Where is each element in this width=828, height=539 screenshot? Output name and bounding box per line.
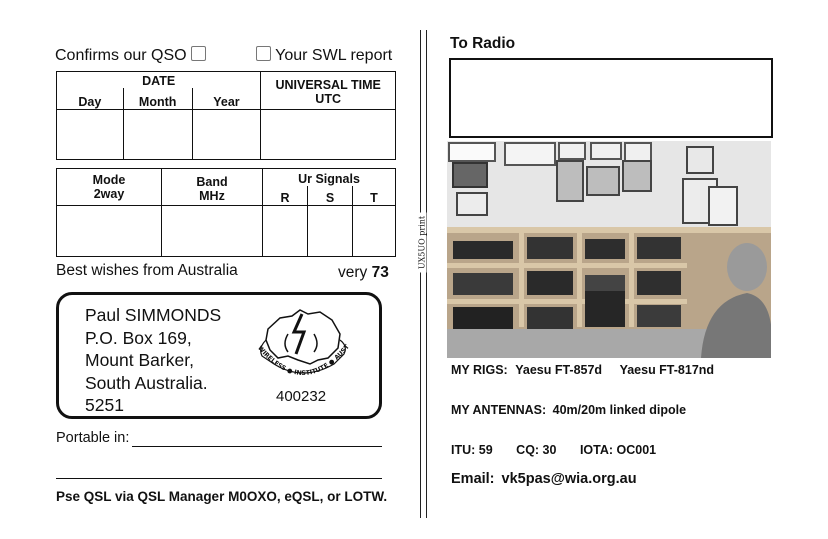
to-radio-label: To Radio	[450, 35, 516, 52]
center-divider-left	[420, 30, 421, 518]
rig-1: Yaesu FT-857d	[515, 363, 603, 377]
r-header: R	[263, 186, 308, 206]
address-postcode: 5251	[85, 395, 124, 415]
address-state: South Australia.	[85, 372, 208, 393]
iota-ref: IOTA: OC001	[579, 443, 657, 457]
itu-zone: ITU: 59	[451, 443, 493, 457]
utc-header	[261, 72, 396, 110]
rigs-line	[451, 363, 714, 377]
t-cell[interactable]	[353, 206, 396, 257]
month-header: Month	[123, 88, 192, 110]
email-label: Email:	[451, 471, 495, 487]
band-cell[interactable]	[162, 206, 263, 257]
zones-line	[451, 443, 656, 457]
band-header-line2: MHz	[199, 189, 225, 203]
confirms-qso-label: Confirms our QSO	[55, 47, 187, 64]
address-name: Paul SIMMONDS	[85, 305, 222, 325]
antennas-line	[451, 403, 686, 417]
divider-print-text: UX5UO print	[418, 213, 427, 273]
rig-2: Yaesu FT-817nd	[619, 363, 715, 377]
month-cell[interactable]	[123, 110, 192, 160]
address-block	[85, 304, 221, 417]
wia-logo	[248, 304, 358, 384]
email-address[interactable]: vk5pas@wia.org.au	[501, 471, 637, 487]
rigs-label: MY RIGS:	[451, 363, 508, 377]
shack-photo	[447, 141, 771, 358]
address-po-box: P.O. Box 169,	[85, 327, 192, 348]
center-divider-right	[426, 30, 427, 518]
antennas-value: 40m/20m linked dipole	[552, 403, 687, 417]
s-header: S	[308, 186, 353, 206]
cq-zone: CQ: 30	[516, 443, 557, 457]
band-header-line1: Band	[196, 175, 228, 189]
seventy-three-label: 73	[371, 264, 389, 281]
s-cell[interactable]	[308, 206, 353, 257]
swl-report-checkbox[interactable]	[256, 46, 271, 61]
mode-header-line1: Mode	[92, 173, 126, 187]
date-header: DATE	[57, 72, 261, 88]
year-header: Year	[192, 88, 261, 110]
antennas-label: MY ANTENNAS:	[451, 403, 547, 417]
signals-header: Ur Signals	[263, 169, 396, 186]
confirms-qso-checkbox[interactable]	[191, 46, 206, 61]
confirms-qso-line	[55, 46, 206, 65]
portable-line-2[interactable]	[56, 478, 382, 479]
portable-label: Portable in:	[56, 430, 130, 446]
year-cell[interactable]	[192, 110, 261, 160]
portable-line-1[interactable]	[132, 446, 382, 447]
utc-cell[interactable]	[261, 110, 396, 160]
day-cell[interactable]	[57, 110, 124, 160]
very-73-text	[338, 264, 389, 282]
date-time-table	[56, 71, 396, 160]
address-town: Mount Barker,	[85, 350, 194, 370]
pse-qsl-text: Pse QSL via QSL Manager M0OXO, eQSL, or LOTW.	[56, 489, 388, 504]
member-number: 400232	[276, 388, 327, 405]
mode-header	[57, 169, 162, 206]
utc-header-line1: UNIVERSAL TIME	[275, 78, 381, 92]
r-cell[interactable]	[263, 206, 308, 257]
mode-band-table	[56, 168, 396, 257]
swl-report-label: Your SWL report	[275, 47, 393, 64]
swl-report-line	[256, 46, 392, 65]
very-label: very	[338, 264, 368, 281]
to-radio-box[interactable]	[449, 58, 773, 138]
email-line	[451, 471, 637, 487]
mode-cell[interactable]	[57, 206, 162, 257]
band-header	[162, 169, 263, 206]
utc-header-line2: UTC	[315, 92, 341, 106]
t-header: T	[353, 186, 396, 206]
day-header: Day	[57, 88, 124, 110]
svg-text:WIRELESS ● INSTITUTE ● AUSTRAL: WIRELESS ● INSTITUTE ● AUST	[256, 343, 351, 378]
mode-header-line2: 2way	[93, 187, 125, 201]
best-wishes-text: Best wishes from Australia	[56, 262, 238, 279]
